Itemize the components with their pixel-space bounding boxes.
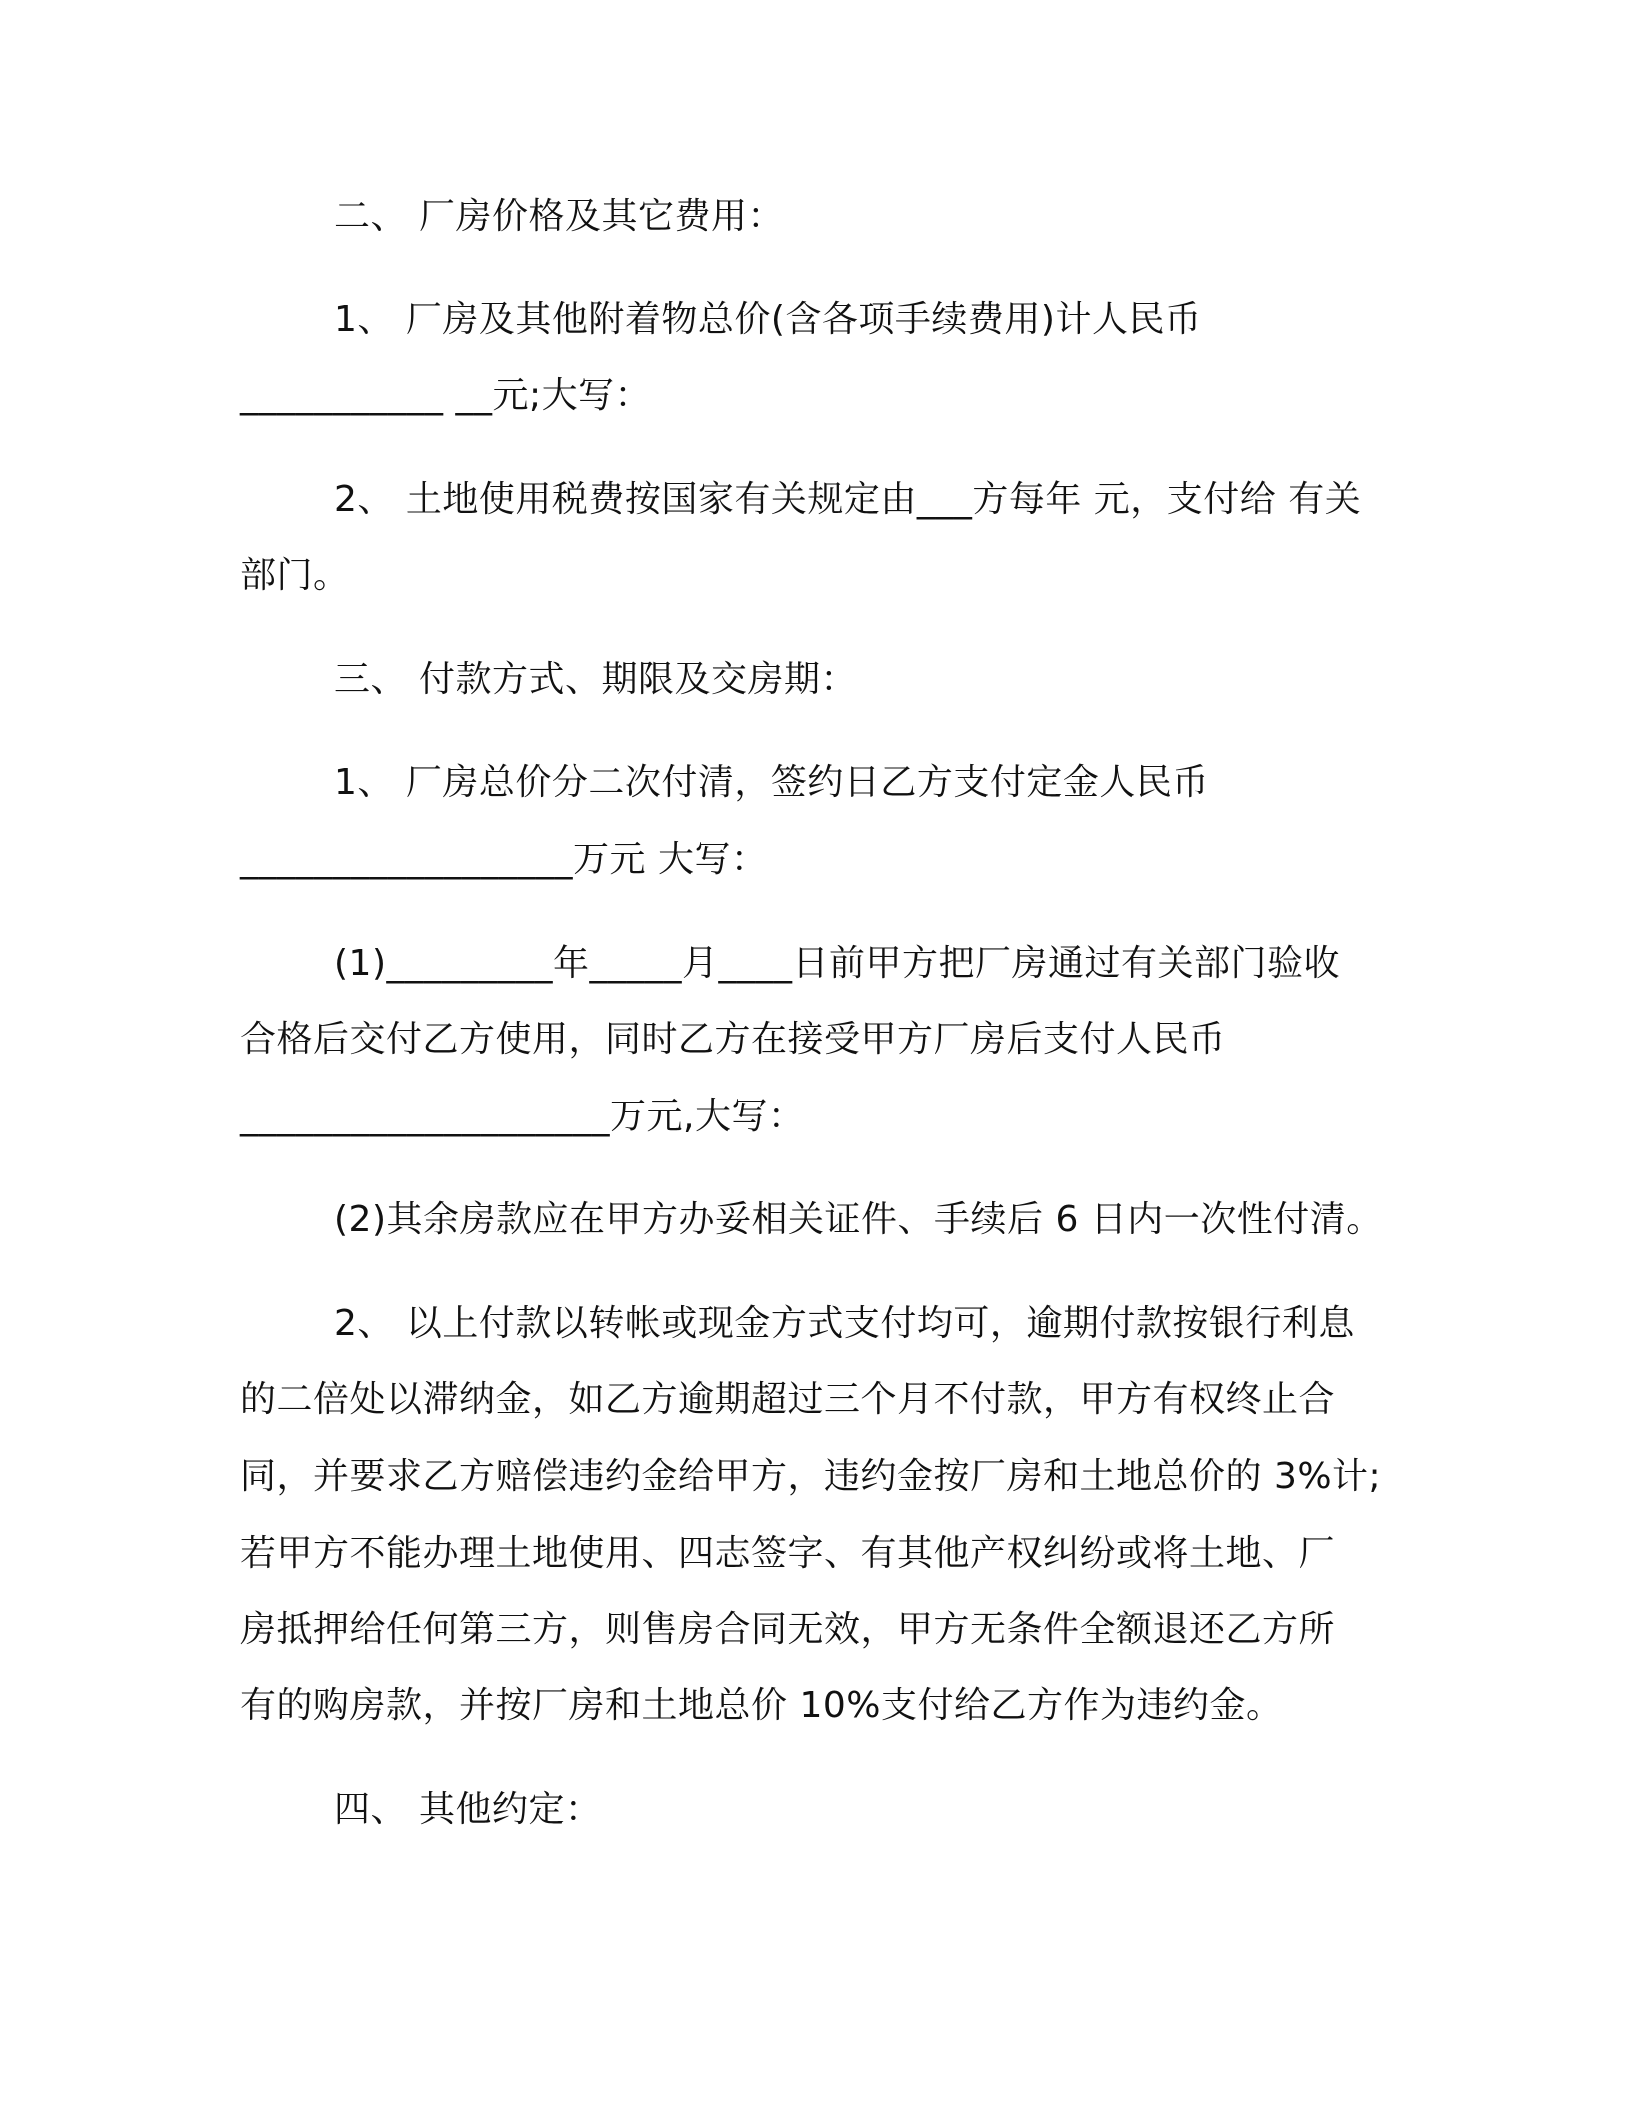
clause-payment-method-cont-5: 有的购房款，并按厂房和土地总价 10%支付给乙方作为违约金。 xyxy=(240,1685,1283,1726)
section-heading-other: 四、 其他约定： xyxy=(334,1789,602,1830)
clause-sub1-date: (1)_________年_____月____日前甲方把厂房通过有关部门验收 xyxy=(334,943,1340,984)
section-heading-price: 二、 厂房价格及其它费用： xyxy=(334,196,784,237)
clause-sub1-amount: ____________________万元,大写： xyxy=(240,1096,805,1137)
section-heading-payment: 三、 付款方式、期限及交房期： xyxy=(334,659,857,700)
clause-installments: 1、 厂房总价分二次付清，签约日乙方支付定金人民币 xyxy=(334,762,1209,803)
clause-sub2-balance: (2)其余房款应在甲方办妥相关证件、手续后 6 日内一次性付清。 xyxy=(334,1199,1383,1240)
clause-payment-method-cont-2: 同，并要求乙方赔偿违约金给甲方，违约金按厂房和土地总价的 3%计; xyxy=(240,1456,1382,1497)
clause-sub1-delivery: 合格后交付乙方使用，同时乙方在接受甲方厂房后支付人民币 xyxy=(240,1019,1226,1060)
clause-total-price-amount: ___________ __元;大写： xyxy=(240,375,652,416)
clause-land-tax-cont: 部门。 xyxy=(240,555,350,596)
clause-payment-method: 2、 以上付款以转帐或现金方式支付均可，逾期付款按银行利息 xyxy=(334,1303,1355,1344)
clause-payment-method-cont-3: 若甲方不能办理土地使用、四志签字、有其他产权纠纷或将土地、厂 xyxy=(240,1533,1336,1574)
clause-total-price: 1、 厂房及其他附着物总价(含各项手续费用)计人民币 xyxy=(334,299,1202,340)
clause-land-tax: 2、 土地使用税费按国家有关规定由___方每年 元，支付给 有关 xyxy=(334,479,1362,520)
clause-payment-method-cont-4: 房抵押给任何第三方，则售房合同无效，甲方无条件全额退还乙方所 xyxy=(240,1609,1336,1650)
clause-payment-method-cont-1: 的二倍处以滞纳金，如乙方逾期超过三个月不付款，甲方有权终止合 xyxy=(240,1379,1336,1420)
clause-deposit-amount: __________________万元 大写： xyxy=(240,839,768,880)
